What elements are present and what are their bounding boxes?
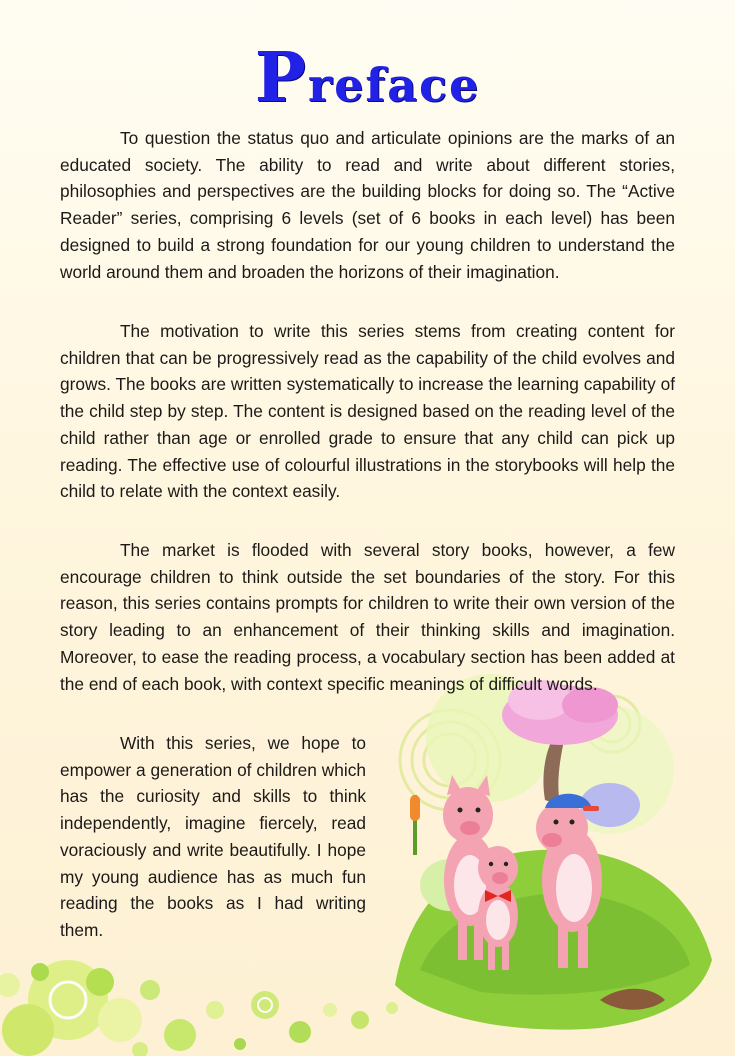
pig-belly [556,854,592,922]
pig-belly [486,900,510,940]
pig-cap-brim [583,806,599,811]
pig-eye [504,862,508,866]
pig-snout [492,872,508,884]
paragraph-4 [60,730,366,944]
paragraph-2 [60,318,675,505]
pig-snout [460,821,480,835]
pig-leg [488,942,495,970]
page-title [0,38,735,118]
paragraph-1-text: To question the status quo and articulate opinions are the marks of an educated society. The ability to read and write about different stories, philosophies and perspectives are the building blocks for doing so. The “Active Reader” series, comprising 6 levels (set of 6 books in each level) has been designed to build a strong foundation for our young children to understand the world around them and broaden the horizons of their imagination. [60,128,675,282]
pig-head [536,802,588,854]
paragraph-3 [60,537,675,697]
pig-leg [558,926,568,968]
pig-snout [542,833,562,847]
pig-leg [578,926,588,968]
paragraph-2-text: The motivation to write this series stems from creating content for children that can be progressively read as the capability of the child evolves and grows. The books are written systematically to increase the learning capability of the child step by step. The content is designed based on the reading level of the child rather than age or enrolled grade to ensure that any child can pick up reading. The effective use of colourful illustrations in the storybooks will help the child to relate with the context easily. [60,321,675,502]
pig-leg [458,922,467,960]
pig-eye [570,820,575,825]
cattail-head [410,795,420,821]
pig-eye [489,862,493,866]
paragraph-1 [60,125,675,285]
pig-leg [502,942,509,970]
paragraph-4-text: With this series, we hope to empower a generation of children which has the curiosity and skills to think independently, imagine fiercely, read voraciously and write beautifully. I hope my young audience has as much fun reading the books as I had writing them. [60,733,366,940]
paragraph-3-text: The market is flooded with several story books, however, a few encourage children to think outside the set boundaries of the story. For this reason, this series contains prompts for children to write their own version of the story leading to an enhancement of their thinking skills and imagination. Moreover, to ease the reading process, a vocabulary section has been added at the end of each book, with context specific meanings of difficult words. [60,540,675,694]
pig-eye [458,808,463,813]
title-first-letter: P [254,38,308,118]
pig-eye [554,820,559,825]
pig-eye [476,808,481,813]
title-rest: reface [307,58,481,112]
